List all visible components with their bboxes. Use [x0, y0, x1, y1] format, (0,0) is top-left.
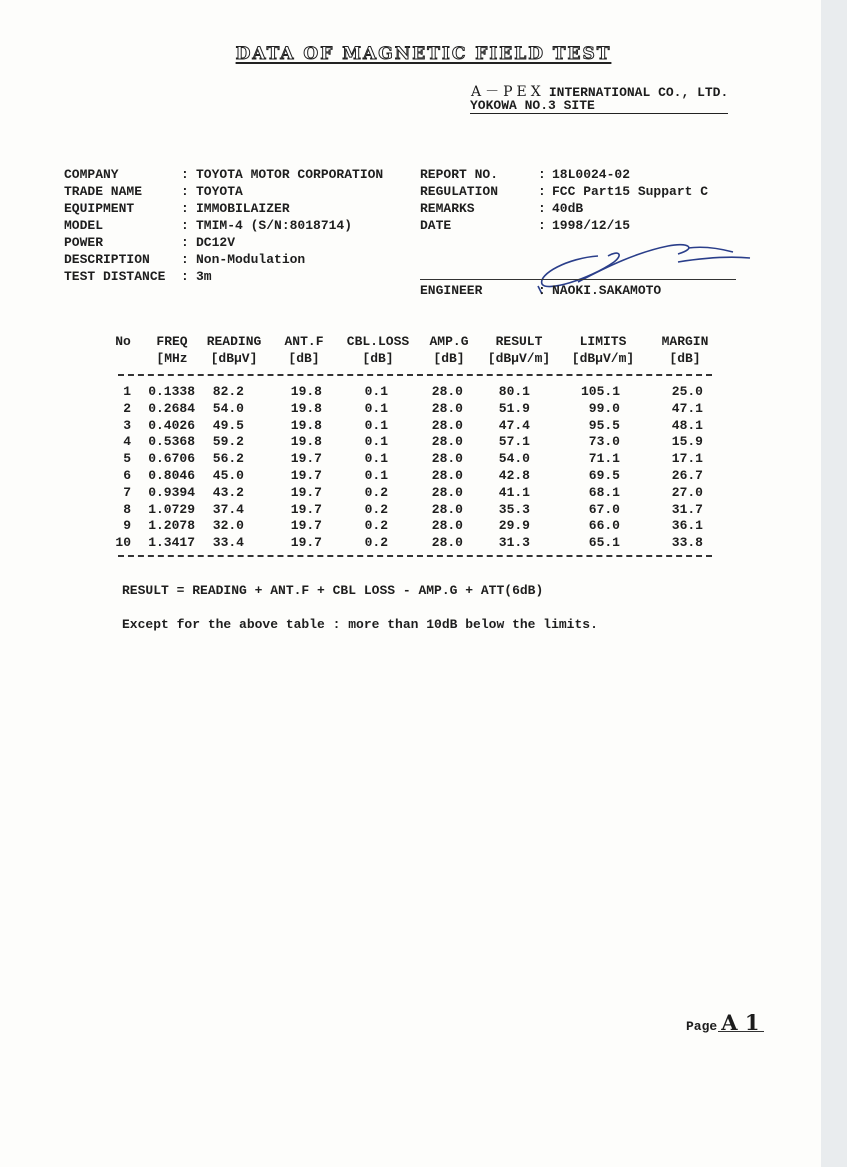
info-label: TEST DISTANCE	[64, 269, 166, 284]
column-header: RESULT	[495, 334, 543, 349]
table-cell: 3	[123, 417, 131, 433]
table-cell: 36.1	[671, 518, 703, 534]
table-cell: 19.8	[290, 434, 322, 450]
table-cell: 45.0	[212, 468, 244, 483]
info-label: EQUIPMENT	[64, 201, 135, 216]
table-top-divider	[118, 374, 712, 376]
table-cell: 26.7	[671, 468, 703, 483]
info-value: TMIM-4 (S/N:8018714)	[196, 218, 353, 233]
column-header: CBL.LOSS	[346, 334, 410, 349]
info-value: 40dB	[552, 201, 584, 216]
info-value: 1998/12/15	[552, 218, 631, 233]
table-cell: 35.3	[498, 501, 530, 517]
table-cell: 28.0	[431, 518, 463, 534]
column-unit: [dBμV/m]	[571, 351, 635, 366]
document-title: DATA OF MAGNETIC FIELD TEST	[235, 44, 612, 64]
info-value: IMMOBILAIZER	[196, 201, 290, 216]
table-cell: 82.2	[212, 384, 244, 399]
table-cell: 19.8	[290, 417, 322, 433]
engineer-label: ENGINEER	[420, 283, 483, 298]
table-cell: 99.0	[588, 400, 620, 416]
info-label: DATE	[420, 218, 452, 233]
table-cell: 0.1	[364, 417, 388, 433]
column-header: FREQ	[156, 334, 188, 349]
table-cell: 66.0	[588, 518, 620, 534]
table-cell: 19.7	[290, 501, 322, 517]
result-formula: RESULT = READING + ANT.F + CBL LOSS - AMP.G + ATT(6dB)	[122, 583, 544, 598]
table-cell: 7	[123, 484, 131, 500]
lab-company-prefix: A－PEX	[471, 84, 545, 100]
info-value: 18L0024-02	[552, 167, 631, 182]
info-colon: :	[538, 201, 546, 216]
engineer-name: NAOKI.SAKAMOTO	[552, 283, 662, 298]
info-label: MODEL	[64, 218, 104, 233]
table-cell: 19.7	[290, 468, 322, 483]
table-cell: 19.8	[290, 384, 322, 399]
table-cell: 33.8	[671, 535, 703, 551]
table-cell: 28.0	[431, 400, 463, 416]
table-cell: 28.0	[431, 384, 463, 399]
table-cell: 43.2	[212, 484, 244, 500]
table-cell: 48.1	[671, 417, 703, 433]
table-cell: 0.8046	[148, 468, 195, 483]
scan-edge	[821, 0, 847, 1167]
table-cell: 10	[115, 535, 131, 551]
table-cell: 2	[123, 400, 131, 416]
column-header: READING	[206, 334, 262, 349]
info-colon: :	[181, 167, 189, 182]
info-colon: :	[538, 218, 546, 233]
info-colon: :	[181, 269, 189, 284]
table-cell: 0.2	[364, 518, 388, 534]
info-label: REMARKS	[420, 201, 475, 216]
table-cell: 1	[123, 384, 131, 399]
engineer-sign-line	[420, 279, 736, 280]
info-value: DC12V	[196, 235, 236, 250]
column-header: ANT.F	[284, 334, 324, 349]
info-label: DESCRIPTION	[64, 252, 150, 267]
table-cell: 5	[123, 451, 131, 467]
engineer-colon: :	[538, 283, 546, 298]
info-label: REPORT NO.	[420, 167, 499, 182]
info-value: 3m	[196, 269, 212, 284]
column-header: LIMITS	[579, 334, 627, 349]
table-cell: 19.8	[290, 400, 322, 416]
table-cell: 68.1	[588, 484, 620, 500]
column-unit: [dBμV/m]	[487, 351, 551, 366]
info-colon: :	[181, 184, 189, 199]
info-colon: :	[538, 184, 546, 199]
table-cell: 28.0	[431, 434, 463, 450]
info-value: TOYOTA MOTOR CORPORATION	[196, 167, 384, 182]
table-cell: 27.0	[671, 484, 703, 500]
table-cell: 8	[123, 501, 131, 517]
table-cell: 19.7	[290, 484, 322, 500]
table-cell: 54.0	[498, 451, 530, 467]
column-unit: [dB]	[288, 351, 320, 366]
table-cell: 67.0	[588, 501, 620, 517]
column-unit: [dB]	[362, 351, 394, 366]
table-cell: 37.4	[212, 501, 244, 517]
table-cell: 47.4	[498, 417, 530, 433]
info-colon: :	[181, 218, 189, 233]
table-cell: 19.7	[290, 535, 322, 551]
column-header: MARGIN	[661, 334, 709, 349]
table-cell: 28.0	[431, 535, 463, 551]
table-cell: 28.0	[431, 451, 463, 467]
table-cell: 4	[123, 434, 131, 450]
table-cell: 25.0	[671, 384, 703, 399]
table-cell: 15.9	[671, 434, 703, 450]
page-number-value: A 1	[721, 1010, 760, 1035]
column-unit: [dB]	[669, 351, 701, 366]
limits-note: Except for the above table : more than 10dB below the limits.	[122, 617, 598, 632]
table-cell: 41.1	[498, 484, 530, 500]
column-header: No	[115, 334, 131, 349]
table-cell: 1.0729	[148, 501, 195, 517]
table-cell: 47.1	[671, 400, 703, 416]
table-cell: 28.0	[431, 417, 463, 433]
table-cell: 80.1	[498, 384, 530, 399]
table-cell: 6	[123, 468, 131, 483]
table-cell: 31.3	[498, 535, 530, 551]
table-cell: 0.1	[364, 384, 388, 399]
info-colon: :	[538, 167, 546, 182]
table-cell: 0.5368	[148, 434, 195, 450]
page-label: Page	[686, 1019, 718, 1034]
info-label: POWER	[64, 235, 104, 250]
page-underline	[718, 1031, 764, 1032]
table-cell: 105.1	[580, 384, 620, 399]
info-colon: :	[181, 201, 189, 216]
table-cell: 0.4026	[148, 417, 195, 433]
table-cell: 17.1	[671, 451, 703, 467]
table-cell: 29.9	[498, 518, 530, 534]
table-bottom-divider	[118, 555, 712, 557]
column-unit: [dB]	[433, 351, 465, 366]
info-colon: :	[181, 252, 189, 267]
lab-company-suffix: INTERNATIONAL CO., LTD.	[548, 85, 729, 100]
table-cell: 31.7	[671, 501, 703, 517]
table-cell: 69.5	[588, 468, 620, 483]
table-cell: 59.2	[212, 434, 244, 450]
table-cell: 0.9394	[148, 484, 195, 500]
table-cell: 0.1	[364, 434, 388, 450]
table-cell: 0.2	[364, 501, 388, 517]
table-cell: 57.1	[498, 434, 530, 450]
info-label: REGULATION	[420, 184, 499, 199]
table-cell: 9	[123, 518, 131, 534]
info-label: COMPANY	[64, 167, 119, 182]
table-cell: 0.6706	[148, 451, 195, 467]
table-cell: 42.8	[498, 468, 530, 483]
table-cell: 54.0	[212, 400, 244, 416]
table-cell: 56.2	[212, 451, 244, 467]
table-cell: 0.2	[364, 484, 388, 500]
table-cell: 28.0	[431, 468, 463, 483]
table-cell: 0.2684	[148, 400, 195, 416]
table-cell: 73.0	[588, 434, 620, 450]
column-header: AMP.G	[429, 334, 469, 349]
table-cell: 28.0	[431, 484, 463, 500]
table-cell: 19.7	[290, 518, 322, 534]
table-cell: 0.1	[364, 468, 388, 483]
table-cell: 51.9	[498, 400, 530, 416]
table-cell: 28.0	[431, 501, 463, 517]
column-unit: [dBμV]	[210, 351, 258, 366]
table-cell: 0.1	[364, 400, 388, 416]
table-cell: 0.1	[364, 451, 388, 467]
table-cell: 71.1	[588, 451, 620, 467]
info-value: FCC Part15 Suppart C	[552, 184, 709, 199]
table-cell: 19.7	[290, 451, 322, 467]
table-cell: 32.0	[212, 518, 244, 534]
table-cell: 0.1338	[148, 384, 195, 399]
info-label: TRADE NAME	[64, 184, 143, 199]
info-value: Non-Modulation	[196, 252, 306, 267]
table-cell: 33.4	[212, 535, 244, 551]
test-site: YOKOWA NO.3 SITE	[470, 98, 728, 114]
table-cell: 1.2078	[148, 518, 195, 534]
table-cell: 95.5	[588, 417, 620, 433]
column-unit: [MHz	[156, 351, 188, 366]
info-value: TOYOTA	[196, 184, 243, 199]
table-cell: 1.3417	[148, 535, 195, 551]
table-cell: 65.1	[588, 535, 620, 551]
info-colon: :	[181, 235, 189, 250]
table-cell: 49.5	[212, 417, 244, 433]
table-cell: 0.2	[364, 535, 388, 551]
